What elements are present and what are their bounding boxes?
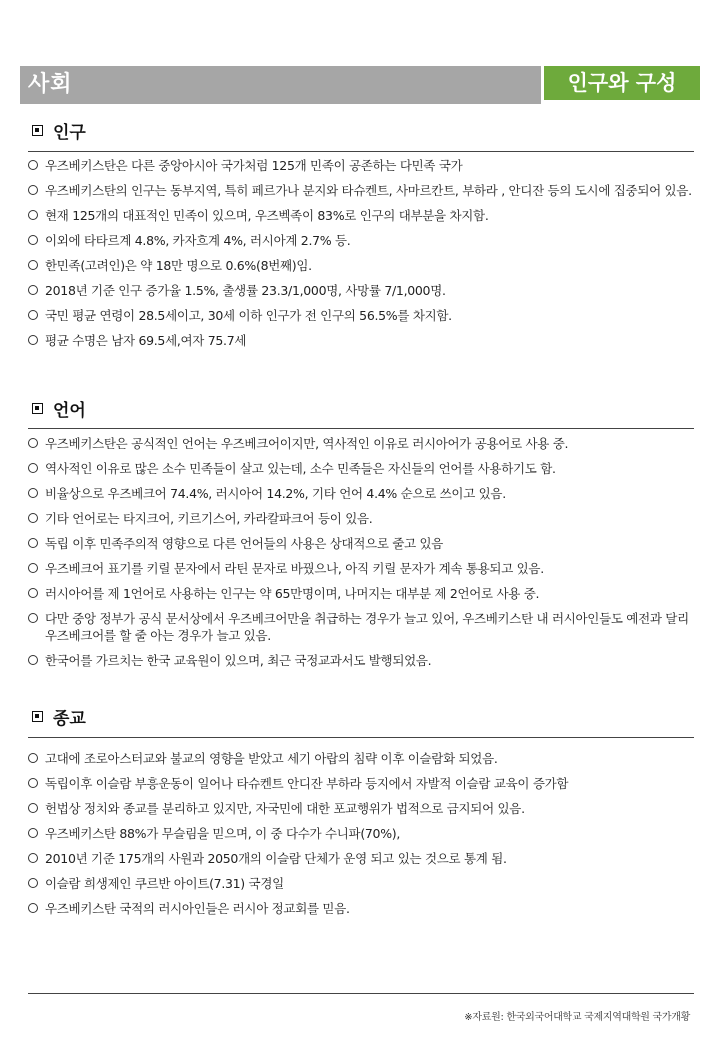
section-population-items bbox=[28, 157, 694, 349]
circle-bullet-icon bbox=[28, 878, 38, 888]
section-title bbox=[28, 702, 694, 730]
circle-bullet-icon bbox=[28, 260, 38, 270]
section-language bbox=[28, 394, 694, 422]
section-divider bbox=[28, 151, 694, 152]
circle-bullet-icon bbox=[28, 588, 38, 598]
list-item: 이외에 타타르계 4.8%, 카자흐계 4%, 러시아계 2.7% 등. bbox=[28, 232, 694, 249]
section-divider bbox=[28, 428, 694, 429]
circle-bullet-icon bbox=[28, 563, 38, 573]
square-bullet-icon bbox=[32, 711, 43, 722]
section-title bbox=[28, 394, 694, 422]
section-religion bbox=[28, 702, 694, 730]
page-header bbox=[20, 66, 700, 104]
section-title-text: 종교 bbox=[53, 708, 86, 729]
circle-bullet-icon bbox=[28, 853, 38, 863]
list-item: 2018년 기준 인구 증가율 1.5%, 출생률 23.3/1,000명, 사망률 7/1,000명. bbox=[28, 282, 694, 299]
section-religion-items bbox=[28, 750, 694, 917]
circle-bullet-icon bbox=[28, 753, 38, 763]
list-item: 이슬람 희생제인 쿠르반 아이트(7.31) 국경일 bbox=[28, 875, 694, 892]
list-item: 우즈베키스탄의 인구는 동부지역, 특히 페르가나 분지와 타슈켄트, 사마르칸트, 부하라 , 안디잔 등의 도시에 집중되어 있음. bbox=[28, 182, 694, 199]
list-item: 우즈베키스탄 88%가 무슬림을 믿으며, 이 중 다수가 수니파(70%), bbox=[28, 825, 694, 842]
circle-bullet-icon bbox=[28, 828, 38, 838]
square-bullet-icon bbox=[32, 125, 43, 136]
list-item: 평균 수명은 남자 69.5세,여자 75.7세 bbox=[28, 332, 694, 349]
section-language-items bbox=[28, 435, 694, 669]
list-item: 한민족(고려인)은 약 18만 명으로 0.6%(8번째)임. bbox=[28, 257, 694, 274]
list-item: 2010년 기준 175개의 사원과 2050개의 이슬람 단체가 운영 되고 있는 것으로 통계 됨. bbox=[28, 850, 694, 867]
list-item: 비율상으로 우즈베크어 74.4%, 러시아어 14.2%, 기타 언어 4.4% 순으로 쓰이고 있음. bbox=[28, 485, 694, 502]
list-item: 우즈베키스탄 국적의 러시아인들은 러시아 정교회를 믿음. bbox=[28, 900, 694, 917]
list-item: 다만 중앙 정부가 공식 문서상에서 우즈베크어만을 취급하는 경우가 늘고 있어, 우즈베키스탄 내 러시아인들도 예전과 달리 우즈베크어를 할 줄 아는 경우가 늘고 있음. bbox=[28, 610, 694, 644]
circle-bullet-icon bbox=[28, 335, 38, 345]
circle-bullet-icon bbox=[28, 285, 38, 295]
topic-title: 인구와 구성 bbox=[541, 66, 700, 104]
section-population bbox=[28, 116, 694, 144]
circle-bullet-icon bbox=[28, 903, 38, 913]
list-item: 고대에 조로아스터교와 불교의 영향을 받았고 세기 아랍의 침략 이후 이슬람화 되었음. bbox=[28, 750, 694, 767]
circle-bullet-icon bbox=[28, 185, 38, 195]
circle-bullet-icon bbox=[28, 613, 38, 623]
list-item: 우즈베키스탄은 다른 중앙아시아 국가처럼 125개 민족이 공존하는 다민족 국가 bbox=[28, 157, 694, 174]
circle-bullet-icon bbox=[28, 310, 38, 320]
circle-bullet-icon bbox=[28, 438, 38, 448]
circle-bullet-icon bbox=[28, 488, 38, 498]
list-item: 기타 언어로는 타지크어, 키르기스어, 카라칼파크어 등이 있음. bbox=[28, 510, 694, 527]
list-item: 헌법상 정치와 종교를 분리하고 있지만, 자국민에 대한 포교행위가 법적으로 금지되어 있음. bbox=[28, 800, 694, 817]
list-item: 현재 125개의 대표적인 민족이 있으며, 우즈벡족이 83%로 인구의 대부분을 차지함. bbox=[28, 207, 694, 224]
circle-bullet-icon bbox=[28, 235, 38, 245]
list-item: 우즈베키스탄은 공식적인 언어는 우즈베크어이지만, 역사적인 이유로 러시아어가 공용어로 사용 중. bbox=[28, 435, 694, 452]
list-item: 한국어를 가르치는 한국 교육원이 있으며, 최근 국정교과서도 발행되었음. bbox=[28, 652, 694, 669]
section-title bbox=[28, 116, 694, 144]
circle-bullet-icon bbox=[28, 803, 38, 813]
footer-divider bbox=[28, 993, 694, 994]
source-note: ※자료원: 한국외국어대학교 국제지역대학원 국가개황 bbox=[464, 1012, 690, 1023]
circle-bullet-icon bbox=[28, 538, 38, 548]
square-bullet-icon bbox=[32, 403, 43, 414]
list-item: 독립 이후 민족주의적 영향으로 다른 언어들의 사용은 상대적으로 줄고 있음 bbox=[28, 535, 694, 552]
circle-bullet-icon bbox=[28, 655, 38, 665]
list-item: 우즈베크어 표기를 키릴 문자에서 라틴 문자로 바꿨으나, 아직 키릴 문자가 계속 통용되고 있음. bbox=[28, 560, 694, 577]
circle-bullet-icon bbox=[28, 778, 38, 788]
list-item: 러시아어를 제 1언어로 사용하는 인구는 약 65만명이며, 나머지는 대부분 제 2언어로 사용 중. bbox=[28, 585, 694, 602]
circle-bullet-icon bbox=[28, 160, 38, 170]
section-divider bbox=[28, 737, 694, 738]
list-item: 독립이후 이슬람 부흥운동이 일어나 타슈켄트 안디잔 부하라 등지에서 자발적 이슬람 교육이 증가함 bbox=[28, 775, 694, 792]
circle-bullet-icon bbox=[28, 210, 38, 220]
list-item: 역사적인 이유로 많은 소수 민족들이 살고 있는데, 소수 민족들은 자신들의 언어를 사용하기도 함. bbox=[28, 460, 694, 477]
section-title-text: 인구 bbox=[53, 122, 86, 143]
circle-bullet-icon bbox=[28, 513, 38, 523]
category-title: 사회 bbox=[20, 66, 541, 104]
list-item: 국민 평균 연령이 28.5세이고, 30세 이하 인구가 전 인구의 56.5%를 차지함. bbox=[28, 307, 694, 324]
circle-bullet-icon bbox=[28, 463, 38, 473]
section-title-text: 언어 bbox=[53, 400, 86, 421]
